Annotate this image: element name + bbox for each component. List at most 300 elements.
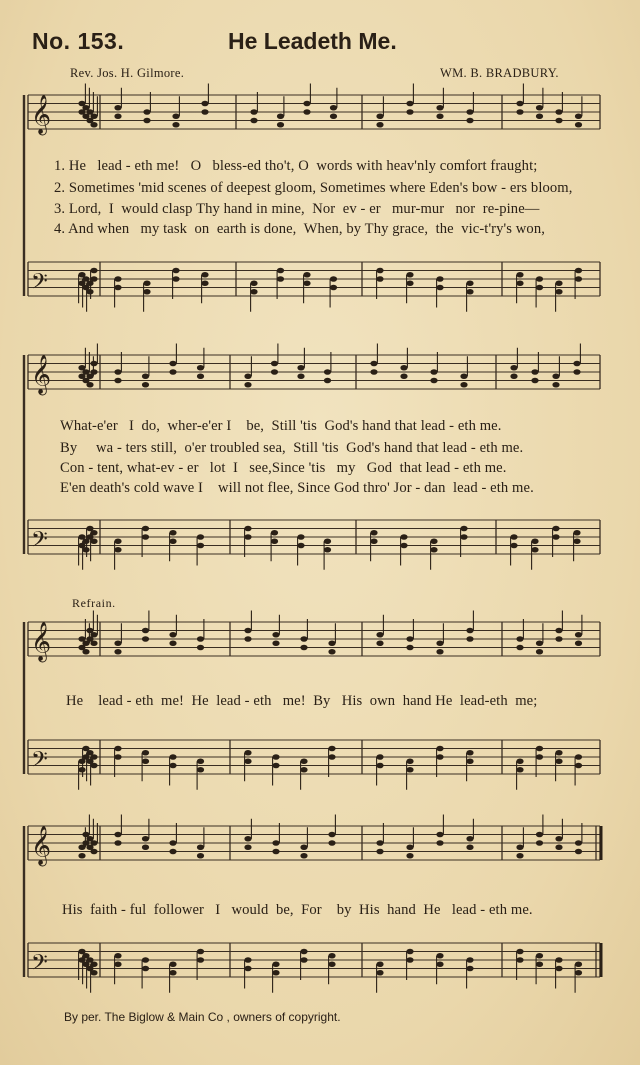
note-head: [244, 382, 251, 388]
note-head: [244, 534, 251, 540]
note-head: [250, 280, 257, 286]
note-head: [555, 836, 562, 842]
note-head: [114, 961, 121, 967]
note-head: [90, 763, 97, 769]
note-head: [244, 636, 251, 642]
note-head: [90, 122, 97, 128]
note-head: [114, 953, 121, 959]
note-head: [86, 382, 93, 388]
note-head: [114, 113, 121, 119]
note-head: [277, 113, 284, 119]
note-head: [460, 373, 467, 379]
note-head: [406, 844, 413, 850]
note-head: [466, 836, 473, 842]
note-head: [272, 961, 279, 967]
note-head: [328, 953, 335, 959]
note-head: [142, 373, 149, 379]
bass-clef: 𝄢: [31, 527, 48, 558]
note-head: [466, 289, 473, 295]
note-head: [297, 373, 304, 379]
note-head: [197, 534, 204, 540]
note-head: [406, 853, 413, 859]
composer-credit: WM. B. BRADBURY.: [440, 66, 559, 80]
note-head: [376, 632, 383, 638]
note-head: [516, 645, 523, 651]
note-head: [330, 276, 337, 282]
note-head: [555, 758, 562, 764]
note-head: [531, 547, 538, 553]
note-head: [114, 276, 121, 282]
note-head: [142, 966, 149, 972]
note-head: [197, 645, 204, 651]
hymn-title: He Leadeth Me.: [228, 28, 397, 54]
note-head: [555, 636, 562, 642]
note-head: [114, 746, 121, 752]
note-head: [169, 754, 176, 760]
note-head: [271, 369, 278, 375]
note-head: [406, 109, 413, 115]
note-head: [510, 373, 517, 379]
note-head: [466, 109, 473, 115]
note-head: [197, 949, 204, 955]
note-head: [466, 280, 473, 286]
note-head: [82, 547, 89, 553]
note-head: [330, 105, 337, 111]
note-head: [531, 369, 538, 375]
note-head: [436, 105, 443, 111]
note-head: [142, 957, 149, 963]
note-head: [555, 628, 562, 634]
note-head: [466, 966, 473, 972]
note-head: [575, 632, 582, 638]
verse-3-line-1: 3. Lord, I would clasp Thy hand in mine, Nor ev - er mur-mur nor re-pine—: [54, 201, 540, 217]
note-head: [197, 758, 204, 764]
note-head: [370, 361, 377, 367]
note-head: [142, 636, 149, 642]
note-head: [376, 276, 383, 282]
treble-clef: 𝄞: [31, 94, 52, 135]
note-head: [90, 276, 97, 282]
note-head: [114, 105, 121, 111]
note-head: [300, 853, 307, 859]
note-head: [376, 961, 383, 967]
note-head: [516, 280, 523, 286]
note-head: [555, 750, 562, 756]
note-head: [430, 369, 437, 375]
note-head: [460, 382, 467, 388]
note-head: [90, 970, 97, 976]
note-head: [172, 276, 179, 282]
note-head: [300, 949, 307, 955]
note-head: [303, 280, 310, 286]
note-head: [297, 543, 304, 549]
note-head: [90, 361, 97, 367]
note-head: [142, 750, 149, 756]
note-head: [197, 636, 204, 642]
note-head: [90, 632, 97, 638]
note-head: [510, 365, 517, 371]
verse-1-line-1: 1. He lead - eth me! O bless-ed tho't, O words with heav'nly comfort fraught;: [54, 158, 538, 174]
verse-3-line-2: Con - tent, what-ev - er lot I see,Since 'tis my God that lead - eth me.: [60, 460, 507, 476]
note-head: [114, 538, 121, 544]
note-head: [536, 961, 543, 967]
note-head: [575, 849, 582, 855]
note-head: [271, 361, 278, 367]
note-head: [536, 276, 543, 282]
note-head: [197, 767, 204, 773]
note-head: [90, 840, 97, 846]
note-head: [143, 109, 150, 115]
note-head: [90, 530, 97, 536]
note-head: [250, 109, 257, 115]
note-head: [406, 636, 413, 642]
note-head: [328, 832, 335, 838]
note-head: [555, 957, 562, 963]
note-head: [169, 763, 176, 769]
note-head: [169, 369, 176, 375]
note-head: [466, 118, 473, 124]
refrain-line-1: He lead - eth me! He lead - eth me! By His own hand He lead-eth me;: [66, 693, 538, 709]
note-head: [436, 832, 443, 838]
note-head: [406, 758, 413, 764]
note-head: [324, 547, 331, 553]
note-head: [328, 640, 335, 646]
note-head: [197, 957, 204, 963]
note-head: [169, 640, 176, 646]
note-head: [114, 754, 121, 760]
note-head: [460, 534, 467, 540]
note-head: [430, 547, 437, 553]
verse-4-line-2: E'en death's cold wave I will not flee, Since God thro' Jor - dan lead - eth me.: [60, 480, 534, 496]
note-head: [303, 272, 310, 278]
note-head: [169, 961, 176, 967]
note-head: [300, 957, 307, 963]
note-head: [300, 767, 307, 773]
bass-clef: 𝄢: [31, 747, 48, 778]
note-head: [406, 272, 413, 278]
note-head: [328, 754, 335, 760]
note-head: [277, 268, 284, 274]
note-head: [376, 268, 383, 274]
note-head: [536, 105, 543, 111]
note-head: [244, 628, 251, 634]
note-head: [573, 369, 580, 375]
note-head: [436, 649, 443, 655]
note-head: [436, 640, 443, 646]
refrain-label: Refrain.: [72, 596, 116, 610]
note-head: [406, 101, 413, 107]
note-head: [271, 530, 278, 536]
note-head: [143, 280, 150, 286]
note-head: [142, 844, 149, 850]
note-head: [466, 957, 473, 963]
note-head: [328, 649, 335, 655]
bass-clef: 𝄢: [31, 950, 48, 981]
note-head: [169, 632, 176, 638]
note-head: [370, 538, 377, 544]
note-head: [90, 538, 97, 544]
note-head: [430, 538, 437, 544]
note-head: [328, 961, 335, 967]
note-head: [142, 836, 149, 842]
note-head: [536, 649, 543, 655]
note-head: [330, 113, 337, 119]
note-head: [516, 101, 523, 107]
note-head: [328, 746, 335, 752]
note-head: [370, 369, 377, 375]
note-head: [516, 844, 523, 850]
note-head: [201, 280, 208, 286]
verse-2-line-1: 2. Sometimes 'mid scenes of deepest gloom, Sometimes where Eden's bow - ers bloom,: [54, 180, 573, 196]
note-head: [376, 849, 383, 855]
note-head: [536, 754, 543, 760]
note-head: [370, 530, 377, 536]
note-head: [575, 970, 582, 976]
note-head: [400, 373, 407, 379]
note-head: [169, 538, 176, 544]
note-head: [406, 767, 413, 773]
note-head: [376, 840, 383, 846]
note-head: [516, 957, 523, 963]
note-head: [400, 534, 407, 540]
note-head: [376, 113, 383, 119]
note-head: [142, 526, 149, 532]
note-head: [552, 382, 559, 388]
note-head: [516, 636, 523, 642]
note-head: [555, 280, 562, 286]
note-head: [552, 373, 559, 379]
treble-clef: 𝄞: [31, 621, 52, 662]
note-head: [575, 961, 582, 967]
note-head: [197, 543, 204, 549]
note-head: [90, 640, 97, 646]
note-head: [466, 750, 473, 756]
note-head: [436, 961, 443, 967]
note-head: [197, 844, 204, 850]
note-head: [328, 840, 335, 846]
note-head: [436, 746, 443, 752]
note-head: [516, 758, 523, 764]
note-head: [272, 640, 279, 646]
note-head: [143, 118, 150, 124]
note-head: [536, 832, 543, 838]
note-head: [114, 640, 121, 646]
note-head: [436, 840, 443, 846]
note-head: [575, 122, 582, 128]
note-head: [536, 113, 543, 119]
note-head: [90, 754, 97, 760]
note-head: [376, 640, 383, 646]
note-head: [169, 530, 176, 536]
note-head: [244, 526, 251, 532]
note-head: [330, 285, 337, 291]
note-head: [114, 649, 121, 655]
note-head: [277, 122, 284, 128]
note-head: [466, 844, 473, 850]
note-head: [197, 365, 204, 371]
note-head: [573, 538, 580, 544]
note-head: [555, 109, 562, 115]
note-head: [90, 268, 97, 274]
note-head: [531, 538, 538, 544]
note-head: [300, 844, 307, 850]
note-head: [575, 640, 582, 646]
note-head: [172, 122, 179, 128]
note-head: [142, 628, 149, 634]
note-head: [297, 365, 304, 371]
note-head: [82, 649, 89, 655]
note-head: [86, 289, 93, 295]
author-credit: Rev. Jos. H. Gilmore.: [70, 66, 185, 80]
note-head: [436, 285, 443, 291]
note-head: [555, 844, 562, 850]
note-head: [172, 113, 179, 119]
note-head: [114, 840, 121, 846]
note-head: [244, 758, 251, 764]
note-head: [244, 966, 251, 972]
note-head: [510, 543, 517, 549]
note-head: [303, 109, 310, 115]
note-head: [555, 118, 562, 124]
note-head: [510, 534, 517, 540]
note-head: [324, 378, 331, 384]
note-head: [466, 758, 473, 764]
note-head: [244, 957, 251, 963]
note-head: [573, 361, 580, 367]
note-head: [244, 844, 251, 850]
note-head: [324, 369, 331, 375]
note-head: [516, 853, 523, 859]
note-head: [201, 272, 208, 278]
bass-clef: 𝄢: [31, 269, 48, 300]
note-head: [536, 840, 543, 846]
note-head: [300, 758, 307, 764]
note-head: [516, 272, 523, 278]
note-head: [272, 970, 279, 976]
treble-clef: 𝄞: [31, 354, 52, 395]
hymn-number: No. 153.: [32, 28, 125, 54]
note-head: [78, 853, 85, 859]
note-head: [516, 109, 523, 115]
note-head: [277, 276, 284, 282]
note-head: [436, 276, 443, 282]
note-head: [272, 754, 279, 760]
note-head: [436, 754, 443, 760]
note-head: [114, 832, 121, 838]
note-head: [142, 382, 149, 388]
copyright-footer: By per. The Biglow & Main Co , owners of copyright.: [64, 1010, 341, 1024]
note-head: [272, 849, 279, 855]
note-head: [172, 268, 179, 274]
note-head: [197, 853, 204, 859]
verse-4-line-1: 4. And when my task on earth is done, When, by Thy grace, the vic-t'ry's won,: [54, 221, 545, 237]
note-head: [169, 840, 176, 846]
note-head: [244, 373, 251, 379]
note-head: [400, 365, 407, 371]
note-head: [575, 276, 582, 282]
note-head: [272, 840, 279, 846]
note-head: [536, 746, 543, 752]
note-head: [406, 645, 413, 651]
note-head: [300, 636, 307, 642]
note-head: [142, 758, 149, 764]
note-head: [90, 961, 97, 967]
note-head: [575, 268, 582, 274]
note-head: [272, 632, 279, 638]
note-head: [303, 101, 310, 107]
note-head: [531, 378, 538, 384]
note-head: [406, 957, 413, 963]
note-head: [536, 640, 543, 646]
note-head: [142, 534, 149, 540]
note-head: [516, 767, 523, 773]
note-head: [376, 754, 383, 760]
note-head: [114, 285, 121, 291]
note-head: [272, 763, 279, 769]
note-head: [90, 369, 97, 375]
note-head: [90, 849, 97, 855]
note-head: [201, 109, 208, 115]
note-head: [376, 970, 383, 976]
note-head: [436, 953, 443, 959]
note-head: [406, 949, 413, 955]
note-head: [376, 122, 383, 128]
treble-clef: 𝄞: [31, 825, 52, 866]
note-head: [575, 840, 582, 846]
note-head: [400, 543, 407, 549]
note-head: [324, 538, 331, 544]
note-head: [573, 530, 580, 536]
note-head: [436, 113, 443, 119]
note-head: [555, 289, 562, 295]
note-head: [575, 763, 582, 769]
note-head: [430, 378, 437, 384]
note-head: [143, 289, 150, 295]
note-head: [552, 526, 559, 532]
note-head: [244, 836, 251, 842]
note-head: [114, 547, 121, 553]
note-head: [114, 369, 121, 375]
note-head: [250, 118, 257, 124]
note-head: [114, 378, 121, 384]
note-head: [575, 754, 582, 760]
note-head: [536, 285, 543, 291]
note-head: [197, 373, 204, 379]
note-head: [271, 538, 278, 544]
note-head: [78, 767, 85, 773]
note-head: [244, 750, 251, 756]
note-head: [169, 361, 176, 367]
note-head: [536, 953, 543, 959]
note-head: [516, 949, 523, 955]
note-head: [460, 526, 467, 532]
refrain-line-2: His faith - ful follower I would be, For by His hand He lead - eth me.: [62, 902, 533, 918]
note-head: [300, 645, 307, 651]
note-head: [406, 280, 413, 286]
note-head: [376, 763, 383, 769]
verse-1-line-2: What-e'er I do, wher-e'er I be, Still 'tis God's hand that lead - eth me.: [60, 418, 502, 434]
note-head: [555, 966, 562, 972]
verse-2-line-2: By wa - ters still, o'er troubled sea, Still 'tis God's hand that lead - eth me.: [60, 440, 524, 456]
note-head: [169, 849, 176, 855]
note-head: [466, 628, 473, 634]
note-head: [575, 113, 582, 119]
note-head: [466, 636, 473, 642]
note-head: [552, 534, 559, 540]
note-head: [90, 113, 97, 119]
note-head: [169, 970, 176, 976]
note-head: [297, 534, 304, 540]
